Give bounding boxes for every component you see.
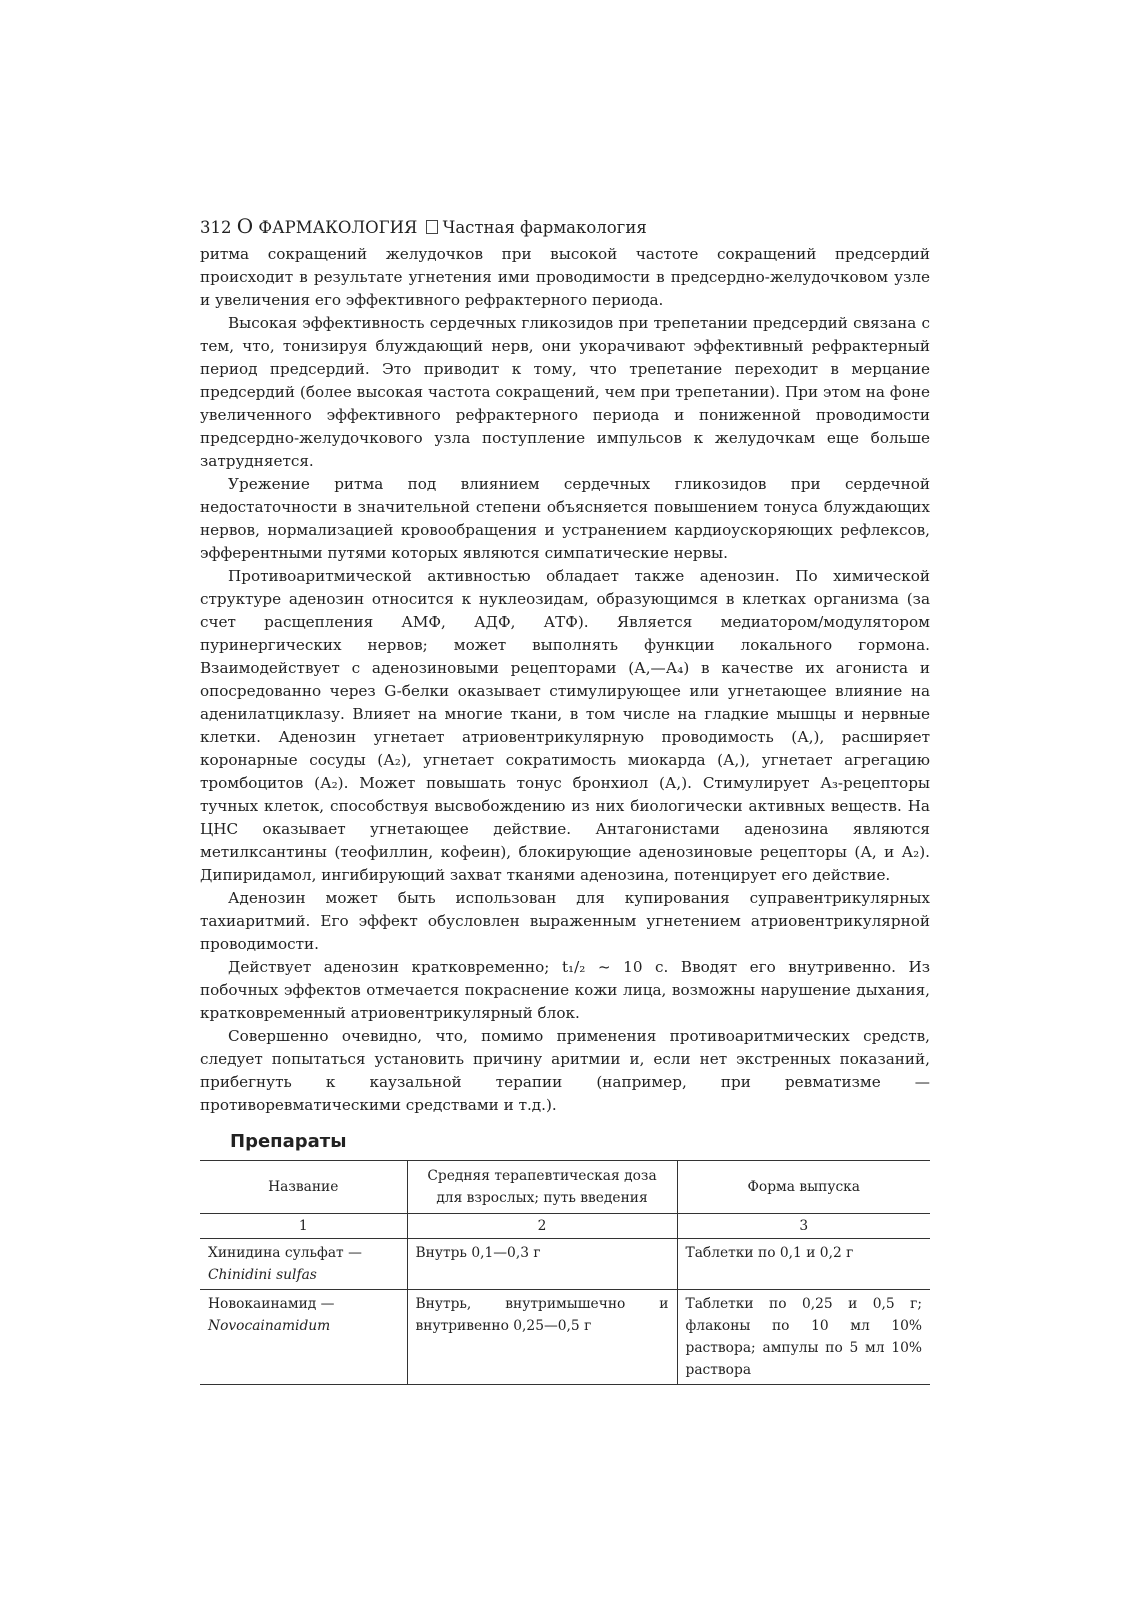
table-number-row (200, 1214, 930, 1239)
paragraph-1: ритма сокращений желудочков при высокой частоте сокращений предсердий происходит в результате угнетения ими проводимости в предсердно-желудочковом узле и увеличения его эффективного рефрактерного периода. (200, 245, 930, 309)
column-number: 2 (407, 1214, 677, 1239)
table-row (200, 1239, 930, 1290)
header-circle-mark: О (236, 214, 254, 238)
square-icon (426, 220, 438, 234)
paragraph-6: Действует аденозин кратковременно; t₁/₂ ~ 10 с. Вводят его внутривенно. Из побочных эффектов отмечается покраснение кожи лица, возможны нарушение дыхания, кратковременный атриовентрикулярный блок. (200, 958, 930, 1022)
page-number: 312 (200, 218, 232, 237)
drug-dose: Внутрь 0,1—0,3 г (407, 1239, 677, 1290)
paragraph-4: Противоаритмической активностью обладает также аденозин. По химической структуре аденозин относится к нуклеозидам, образующимся в клетках организма (за счет расщепления АМФ, АДФ, АТФ). Является медиатором/модулятором пуринергических нервов; может выполнять функции локального гормона. Взаимодействует с аденозиновыми рецепторами (А,—А₄) в качестве их агониста и опосредованно через G-белки оказывает стимулирующее или угнетающее влияние на аденилатциклазу. Влияет на многие ткани, в том числе на гладкие мышцы и нервные клетки. Аденозин угнетает атриовентрикулярную проводимость (А,), расширяет коронарные сосуды (А₂), угнетает сократимость миокарда (А,), угнетает агрегацию тромбоцитов (А₂). Может повышать тонус бронхиол (А,). Стимулирует А₃-рецепторы тучных клеток, способствуя высвобождению из них биологически активных веществ. На ЦНС оказывает угнетающее действие. Антагонистами аденозина являются метилксантины (теофиллин, кофеин), блокирующие аденозиновые рецепторы (А, и А₂). Дипиридамол, ингибирующий захват тканями аденозина, потенцирует его действие. (200, 567, 930, 884)
drug-latin-name: Chinidini sulfas (208, 1267, 317, 1283)
paragraph-2: Высокая эффективность сердечных гликозидов при трепетании предсердий связана с тем, что, тонизируя блуждающий нерв, они укорачивают эффективный рефрактерный период предсердий. Это приводит к тому, что трепетание переходит в мерцание предсердий (более высокая частота сокращений, чем при трепетании). При этом на фоне увеличенного эффективного рефрактерного периода и пониженной проводимости предсердно-желудочкового узла поступление импульсов к желудочкам еще больше затрудняется. (200, 314, 930, 470)
drug-dose: Внутрь, внутримышечно и внутривенно 0,25—0,5 г (407, 1290, 677, 1385)
drug-name: Хинидина сульфат — (208, 1245, 362, 1261)
paragraph-5: Аденозин может быть использован для купирования суправентрикулярных тахиаритмий. Его эффект обусловлен выраженным угнетением атриовентрикулярной проводимости. (200, 889, 930, 953)
column-header-form: Форма выпуска (677, 1161, 930, 1214)
paragraph-3: Урежение ритма под влиянием сердечных гликозидов при сердечной недостаточности в значительной степени объясняется повышением тонуса блуждающих нервов, нормализацией кровообращения и устранением кардиоускоряющих рефлексов, эфферентными путями которых являются симпатические нервы. (200, 475, 930, 562)
section-title: Препараты (230, 1131, 347, 1152)
drug-name: Новокаинамид — (208, 1296, 335, 1312)
drug-name-cell (200, 1290, 407, 1385)
column-number: 3 (677, 1214, 930, 1239)
table-header-row (200, 1161, 930, 1214)
column-number: 1 (200, 1214, 407, 1239)
book-title: ФАРМАКОЛОГИЯ (258, 218, 418, 237)
paragraph-7: Совершенно очевидно, что, помимо применения противоаритмических средств, следует попытаться установить причину аритмии и, если нет экстренных показаний, прибегнуть к каузальной терапии (например, при ревматизме — противоревматическими средствами и т.д.). (200, 1027, 930, 1114)
table-row (200, 1290, 930, 1385)
column-header-dose: Средняя терапевтическая доза для взрослых; путь введения (407, 1161, 677, 1214)
column-header-name: Название (200, 1161, 407, 1214)
drug-form: Таблетки по 0,1 и 0,2 г (677, 1239, 930, 1290)
drug-form: Таблетки по 0,25 и 0,5 г; флаконы по 10 мл 10% раствора; ампулы по 5 мл 10% раствора (677, 1290, 930, 1385)
section-name: Частная фармакология (442, 218, 647, 237)
drug-latin-name: Novocainamidum (208, 1318, 331, 1334)
running-header (200, 215, 930, 239)
drugs-table (200, 1160, 930, 1385)
drug-name-cell (200, 1239, 407, 1290)
book-page (200, 215, 930, 1385)
